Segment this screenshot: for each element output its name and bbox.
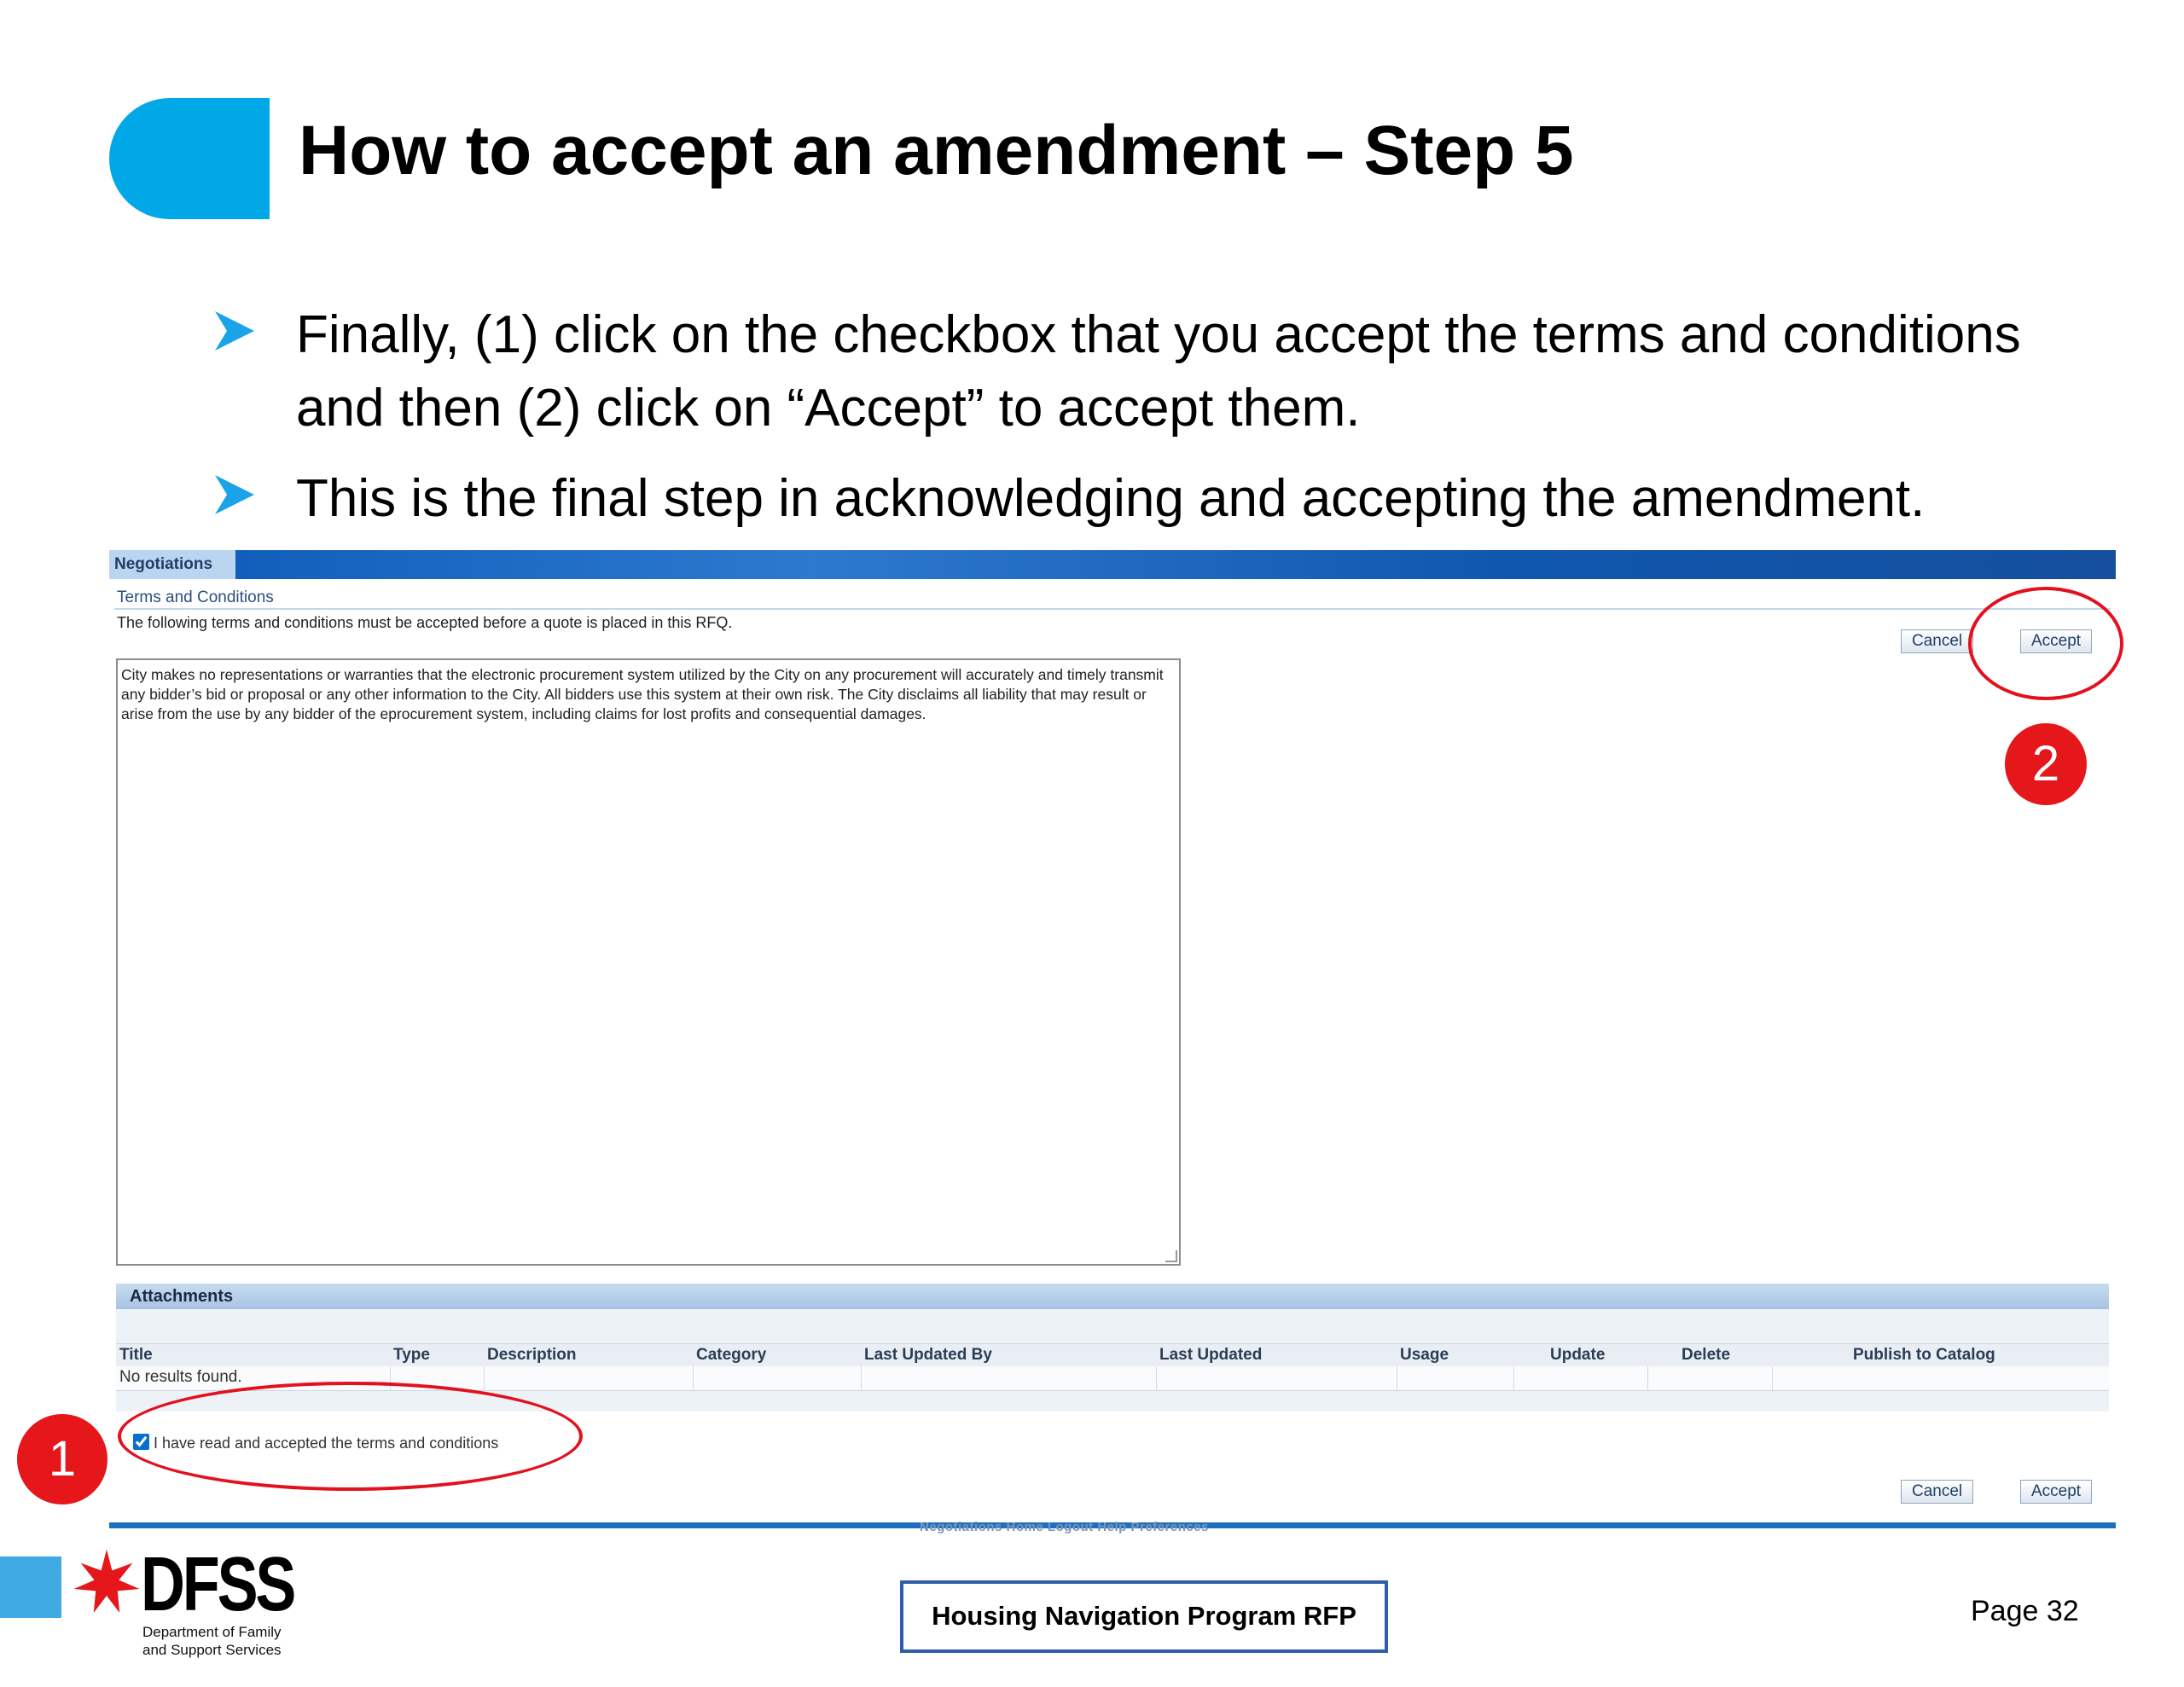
column-header-title: Title	[119, 1346, 153, 1364]
terms-textarea[interactable]	[116, 658, 1181, 1266]
column-header-last-updated: Last Updated	[1159, 1346, 1263, 1364]
logo-subtitle-line: and Support Services	[142, 1642, 282, 1658]
column-divider	[861, 1366, 862, 1390]
bullet-list	[213, 299, 2090, 553]
page-number: Page 32	[1971, 1595, 2079, 1627]
column-header-update: Update	[1550, 1346, 1606, 1364]
header-bar	[109, 550, 2116, 579]
empty-results-text: No results found.	[119, 1368, 242, 1386]
chicago-star-icon	[73, 1548, 141, 1616]
tab-negotiations[interactable]: Negotiations	[109, 550, 235, 579]
app-screenshot	[109, 550, 2116, 1534]
terms-text: City makes no representations or warranties that the electronic procurement system utilized by the City on any procurement will accurately and timely transmit any bidder’s bid or proposal or any other information to the City. All bidders use this system at their own risk. The City disclaims all liability that may result or arise from the use by any bidder of the eprocurement system, including claims for lost profits and consequential damages.	[121, 666, 1164, 722]
accept-highlight-ellipse	[1968, 587, 2123, 700]
column-header-description: Description	[487, 1346, 577, 1364]
column-header-publish-to-catalog: Publish to Catalog	[1853, 1346, 1995, 1364]
accept-button-bottom[interactable]: Accept	[2020, 1480, 2092, 1504]
arrow-bullet-icon	[213, 473, 256, 516]
column-divider	[1513, 1366, 1514, 1390]
checkbox-highlight-ellipse	[118, 1382, 583, 1491]
column-divider	[1772, 1366, 1773, 1390]
footer-links[interactable]: Negotiations Home Logout Help Preferences	[920, 1520, 1209, 1534]
column-header-type: Type	[393, 1346, 430, 1364]
table-header-row	[116, 1343, 2109, 1367]
cancel-button-top[interactable]: Cancel	[1901, 629, 1973, 653]
logo-subtitle	[142, 1623, 282, 1659]
column-divider	[484, 1366, 485, 1390]
column-header-last-updated-by: Last Updated By	[864, 1346, 992, 1364]
step-2-marker: 2	[2005, 723, 2087, 805]
column-header-usage: Usage	[1400, 1346, 1449, 1364]
bullet-item	[213, 462, 2090, 536]
program-label-box: Housing Navigation Program RFP	[900, 1580, 1388, 1653]
slide-title: How to accept an amendment – Step 5	[299, 112, 1574, 189]
step-1-marker: 1	[17, 1414, 107, 1504]
logo-accent-bar	[0, 1557, 61, 1618]
resize-handle[interactable]	[1165, 1250, 1177, 1262]
accept-button-top[interactable]: Accept	[2020, 629, 2092, 653]
column-divider	[1156, 1366, 1157, 1390]
attachments-header: Attachments	[116, 1284, 2109, 1309]
bullet-item	[213, 299, 2090, 445]
accept-terms-label[interactable]: I have read and accepted the terms and conditions	[154, 1435, 499, 1452]
bullet-text: This is the final step in acknowledging and accepting the amendment.	[296, 469, 1926, 528]
section-divider	[114, 608, 2111, 610]
column-divider	[693, 1366, 694, 1390]
column-divider	[1647, 1366, 1648, 1390]
logo-subtitle-line: Department of Family	[142, 1624, 282, 1640]
column-header-category: Category	[696, 1346, 767, 1364]
arrow-bullet-icon	[213, 310, 256, 352]
section-title: Terms and Conditions	[117, 588, 274, 606]
section-subtitle: The following terms and conditions must be accepted before a quote is placed in this RFQ.	[117, 614, 733, 631]
bullet-text: Finally, (1) click on the checkbox that you accept the terms and conditions and then (2) click on “Accept” to accept them.	[296, 305, 2021, 438]
title-accent-tab	[109, 98, 270, 219]
logo-wordmark: DFSS	[141, 1542, 294, 1627]
cancel-button-bottom[interactable]: Cancel	[1901, 1480, 1973, 1504]
column-header-delete: Delete	[1682, 1346, 1731, 1364]
